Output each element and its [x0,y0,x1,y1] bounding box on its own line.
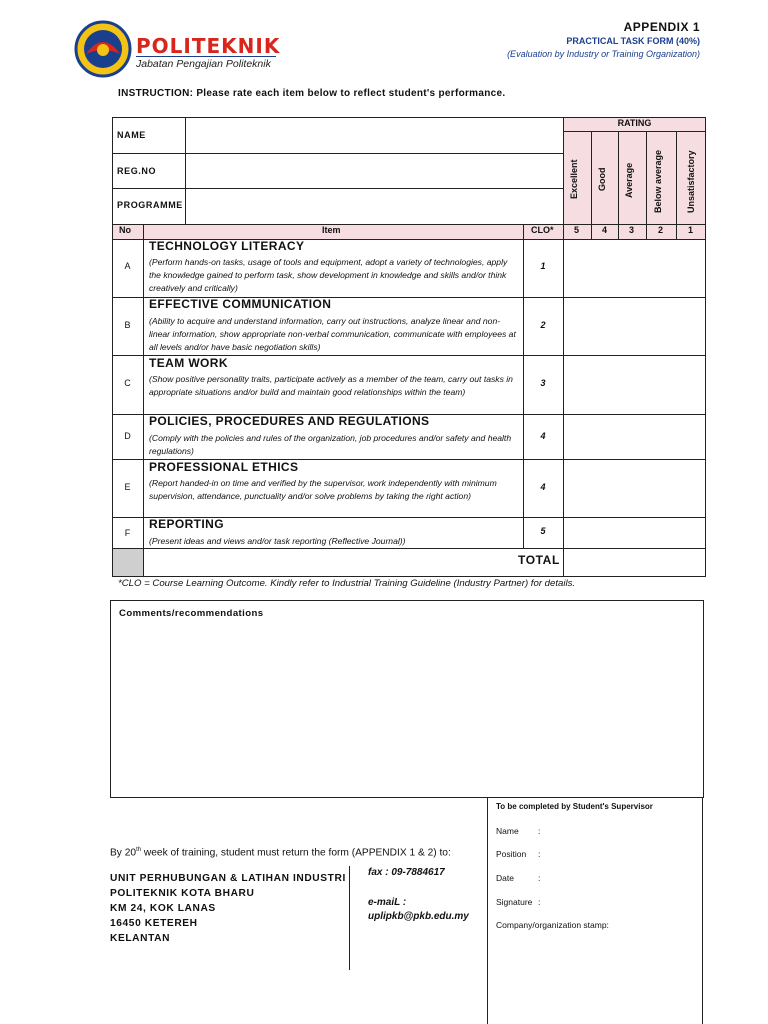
item-c-title: TEAM WORK [149,356,228,370]
politeknik-logo-emblem [74,20,132,78]
item-f-desc: (Present ideas and views and/or task reporting (Reflective Journal)) [149,536,406,546]
return-instruction: By 20th week of training, student must return the form (APPENDIX 1 & 2) to: [110,847,451,859]
item-d-title: POLICIES, PROCEDURES AND REGULATIONS [149,414,430,428]
instruction-text: INSTRUCTION: Please rate each item below to reflect student's performance. [118,88,506,99]
item-f-clo: 5 [540,526,546,536]
rating-excellent-label: Excellent [569,159,579,199]
item-e-clo: 4 [540,482,546,492]
item-e-rating-cell[interactable] [564,460,705,516]
email-label: e-maiL : [368,897,407,908]
supervisor-signature-colon: : [538,897,541,907]
rating-average-label: Average [624,162,634,198]
column-clo: CLO* [531,225,554,235]
supervisor-stamp-label: Company/organization stamp: [496,920,609,930]
item-a-clo: 1 [540,261,546,271]
item-f-title: REPORTING [149,517,224,531]
total-row-shade [113,549,143,576]
supervisor-name-label: Name [496,826,519,836]
item-a-desc: (Perform hands-on tasks, usage of tools and equipment, adopt a variety of technologies, apply the knowledge gained to perform task, show development in knowledge and skills and/or think creatively and critically) [149,257,508,293]
address-line-3: KM 24, KOK LANAS [110,903,216,914]
rating-header-bg [563,117,706,224]
address-line-5: KELANTAN [110,933,171,944]
programme-field[interactable] [187,190,562,223]
item-d-desc: (Comply with the policies and rules of the organization, job procedures and/or safety and health regulations) [149,433,512,456]
item-c-no: C [124,378,131,388]
column-no: No [119,225,131,235]
score-3: 3 [629,225,635,235]
supervisor-signature-label: Signature [496,897,533,907]
item-d-no: D [124,431,131,441]
clo-footnote: *CLO = Course Learning Outcome. Kindly refer to Industrial Training Guideline (Industry Partner) for details. [118,578,576,589]
comments-label: Comments/recommendations [119,608,264,619]
supervisor-name-colon: : [538,826,541,836]
comments-box[interactable] [110,600,704,798]
item-b-title: EFFECTIVE COMMUNICATION [149,297,332,311]
item-c-desc: (Show positive personality traits, participate actively as a member of the team, carry out tasks in appropriate situations and/or build and maintain good relationships within the team) [149,374,513,397]
score-2: 2 [658,225,664,235]
item-b-rating-cell[interactable] [564,298,705,354]
item-c-clo: 3 [540,378,546,388]
supervisor-date-label: Date [496,873,514,883]
item-b-no: B [124,320,131,330]
appendix-label: APPENDIX 1 [623,20,700,34]
regno-field[interactable] [187,155,562,187]
supervisor-date-colon: : [538,873,541,883]
supervisor-position-label: Position [496,849,527,859]
score-5: 5 [574,225,580,235]
rating-below-average-label: Below average [653,149,663,213]
address-line-2: POLITEKNIK KOTA BHARU [110,888,255,899]
email-address[interactable]: uplipkb@pkb.edu.my [368,911,469,922]
logo-brand-text: POLITEKNIK [136,34,281,58]
score-4: 4 [602,225,608,235]
item-e-no: E [124,482,131,492]
rating-unsatisfactory-label: Unsatisfactory [686,150,696,213]
rating-title: RATING [617,118,652,128]
regno-label: REG.NO [117,166,157,176]
item-d-rating-cell[interactable] [564,415,705,458]
item-f-rating-cell[interactable] [564,518,705,547]
name-field[interactable] [187,119,562,152]
address-line-4: 16450 KETEREH [110,918,198,929]
supervisor-title: To be completed by Student's Supervisor [496,802,653,811]
address-divider [349,866,350,970]
item-e-desc: (Report handed-in on time and verified by the supervisor, work independently with minimum supervision, attendance, punctuality and/or solve problems by taking the right action) [149,478,497,501]
fax-number: fax : 09-7884617 [368,867,445,878]
evaluation-note: (Evaluation by Industry or Training Organization) [507,49,700,59]
item-e-title: PROFESSIONAL ETHICS [149,460,299,474]
item-a-no: A [124,261,131,271]
item-b-desc: (Ability to acquire and understand information, carry out instructions, analyze linear and non-linear information, show appropriate non-verbal communication, communicate with employees at all levels and/or have basic negotiation skills) [149,316,516,352]
item-a-rating-cell[interactable] [564,240,705,296]
column-item: Item [322,225,341,235]
programme-label: PROGRAMME [117,200,183,210]
total-cell[interactable] [564,549,705,575]
score-1: 1 [688,225,694,235]
item-a-title: TECHNOLOGY LITERACY [149,239,305,253]
rating-good-label: Good [597,167,607,191]
item-d-clo: 4 [540,431,546,441]
column-header-row [112,224,706,239]
item-c-rating-cell[interactable] [564,356,705,413]
item-b-clo: 2 [540,320,546,330]
item-f-no: F [124,528,131,538]
form-title: PRACTICAL TASK FORM (40%) [566,36,700,46]
supervisor-position-colon: : [538,849,541,859]
name-label: NAME [117,130,146,140]
supervisor-fields-area[interactable] [540,820,700,910]
total-label: TOTAL [518,553,560,567]
logo-subtitle: Jabatan Pengajian Politeknik [136,56,276,70]
address-line-1: UNIT PERHUBUNGAN & LATIHAN INDUSTRI [110,873,346,884]
